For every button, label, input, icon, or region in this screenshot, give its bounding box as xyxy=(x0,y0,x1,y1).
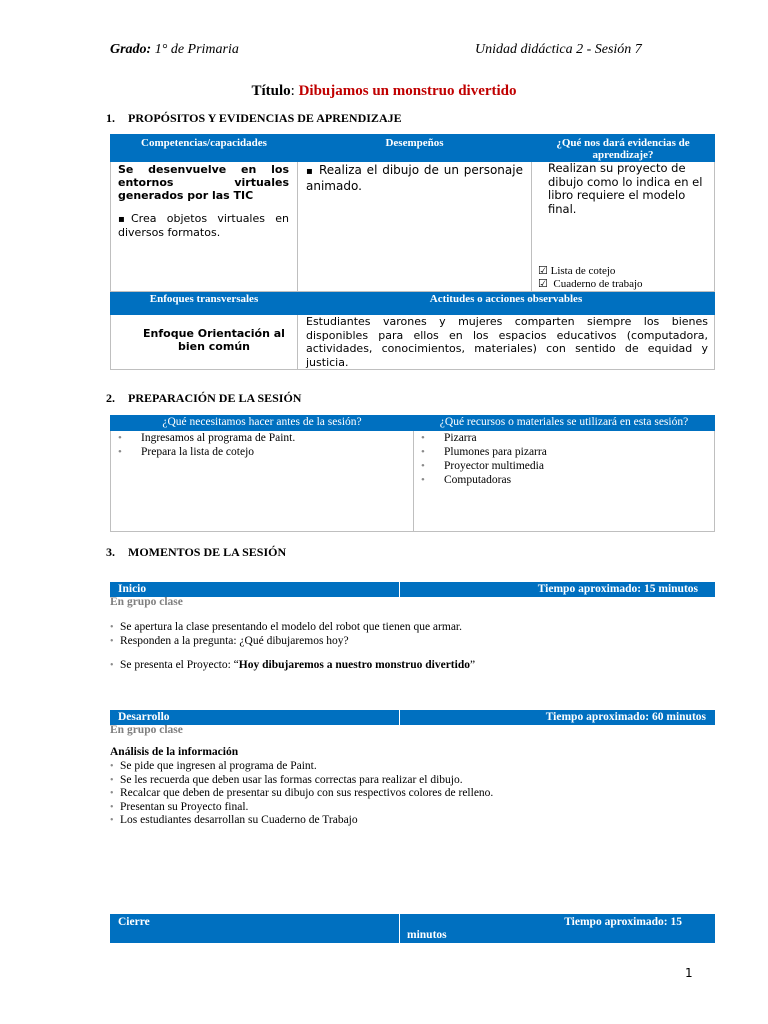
header-enfoques: Enfoques transversales xyxy=(111,292,298,315)
recurso-item: • Proyector multimedia xyxy=(414,459,714,473)
desarrollo-item: • Recalcar que deben de presentar su dibujo con sus respectivos colores de relleno. xyxy=(110,787,710,801)
header-recursos: ¿Qué recursos o materiales se utilizará en esta sesión? xyxy=(414,416,715,431)
recursos-cell xyxy=(414,431,715,532)
recurso-item: • Plumones para pizarra xyxy=(414,445,714,459)
header-antes: ¿Qué necesitamos hacer antes de la sesión? xyxy=(111,416,414,431)
check-lista-cotejo: ☑ Lista de cotejo xyxy=(538,265,616,277)
capacidad-label: Crea objetos virtuales en diversos formatos. xyxy=(118,212,289,239)
desarrollo-list xyxy=(110,760,710,828)
capacidad-text xyxy=(118,212,289,239)
proyecto-post: ” xyxy=(469,659,476,671)
antes-cell xyxy=(111,431,414,532)
desarrollo-item: • Presentan su Proyecto final. xyxy=(110,801,710,815)
header-evidencias: ¿Qué nos dará evidencias de aprendizaje? xyxy=(532,135,715,162)
evidencia-text: Realizan su proyecto de dibujo como lo indica en el libro requiere el modelo final. xyxy=(548,161,703,216)
inicio-item: • Responden a la pregunta: ¿Qué dibujaremos hoy? xyxy=(110,635,710,649)
recurso-item: • Pizarra xyxy=(414,431,714,445)
inicio-divider xyxy=(399,582,400,597)
grado-value: 1° de Primaria xyxy=(151,42,239,57)
desarrollo-bar xyxy=(110,710,715,725)
section-2-title: PREPARACIÓN DE LA SESIÓN xyxy=(128,391,302,405)
header-competencias: Competencias/capacidades xyxy=(111,135,298,162)
actitud-cell: Estudiantes varones y mujeres comparten siempre los bienes disponibles para ellos en los espacios educativos (computadora, actividades, conocimientos, materiales) con sentido de equidad y justicia. xyxy=(298,315,715,370)
section-3-heading xyxy=(106,545,287,560)
title-value: Dibujamos un monstruo divertido xyxy=(298,83,517,99)
inicio-list xyxy=(110,621,710,648)
enfoque-cell: Enfoque Orientación al bien común xyxy=(111,315,298,370)
desarrollo-item: • Se les recuerda que deben usar las formas correctas para realizar el dibujo. xyxy=(110,774,710,788)
check-cuaderno: ☑ Cuaderno de trabajo xyxy=(538,278,643,290)
section-2-number: 2. xyxy=(106,391,115,405)
evidencias-cell xyxy=(532,162,715,292)
proyecto-bold: Hoy dibujaremos a nuestro monstruo divertido xyxy=(238,659,470,671)
section-3-title: MOMENTOS DE LA SESIÓN xyxy=(128,545,287,559)
grado-line xyxy=(110,42,239,58)
cierre-bar xyxy=(110,914,715,943)
inicio-bar xyxy=(110,582,715,597)
antes-item: • Ingresamos al programa de Paint. xyxy=(111,431,413,445)
section-2-heading xyxy=(106,391,302,406)
section-3-number: 3. xyxy=(106,545,115,559)
desarrollo-item: • Los estudiantes desarrollan su Cuaderno de Trabajo xyxy=(110,814,710,828)
inicio-label: Inicio xyxy=(118,583,147,595)
section-1-number: 1. xyxy=(106,111,115,125)
propositos-table xyxy=(110,134,715,370)
recurso-item: • Computadoras xyxy=(414,473,714,487)
inicio-grupo: En grupo clase xyxy=(110,596,183,608)
cierre-tiempo-2: minutos xyxy=(407,929,447,941)
desempeno-text xyxy=(306,163,523,193)
check-label-2: Cuaderno de trabajo xyxy=(553,278,643,290)
desarrollo-divider xyxy=(399,710,400,725)
antes-item: • Prepara la lista de cotejo xyxy=(111,445,413,459)
preparacion-table xyxy=(110,415,715,532)
section-1-heading xyxy=(106,111,402,126)
desempenos-cell xyxy=(298,162,532,292)
title-colon: : xyxy=(290,83,299,99)
title-label: Título xyxy=(251,83,291,99)
analisis-subtitle: Análisis de la información xyxy=(110,746,239,758)
cierre-tiempo-1: Tiempo aproximado: 15 xyxy=(564,916,682,928)
header-actitudes: Actitudes o acciones observables xyxy=(298,292,715,315)
desarrollo-item: • Se pide que ingresen al programa de Paint. xyxy=(110,760,710,774)
desarrollo-tiempo: Tiempo aproximado: 60 minutos xyxy=(545,711,706,723)
desempeno-label: Realiza el dibujo de un personaje animado. xyxy=(306,163,523,193)
desarrollo-grupo: En grupo clase xyxy=(110,724,183,736)
cierre-label: Cierre xyxy=(118,916,150,928)
unidad-sesion: Unidad didáctica 2 - Sesión 7 xyxy=(475,42,642,57)
grado-label: Grado: xyxy=(110,42,152,57)
inicio-item: • Se apertura la clase presentando el modelo del robot que tienen que armar. xyxy=(110,621,710,635)
check-label-1: Lista de cotejo xyxy=(550,265,616,277)
page-title xyxy=(0,83,768,100)
competencia-text: Se desenvuelve en los entornos virtuales generados por las TIC xyxy=(118,163,289,202)
page-number: 1 xyxy=(685,966,693,980)
inicio-proyecto xyxy=(110,659,720,673)
proyecto-pre: Se presenta el Proyecto: “ xyxy=(120,659,239,671)
competencias-cell xyxy=(111,162,298,292)
section-1-title: PROPÓSITOS Y EVIDENCIAS DE APRENDIZAJE xyxy=(128,111,402,125)
inicio-tiempo: Tiempo aproximado: 15 minutos xyxy=(537,583,698,595)
header-desempenos: Desempeños xyxy=(298,135,532,162)
desarrollo-label: Desarrollo xyxy=(118,711,170,723)
cierre-divider xyxy=(399,914,400,943)
